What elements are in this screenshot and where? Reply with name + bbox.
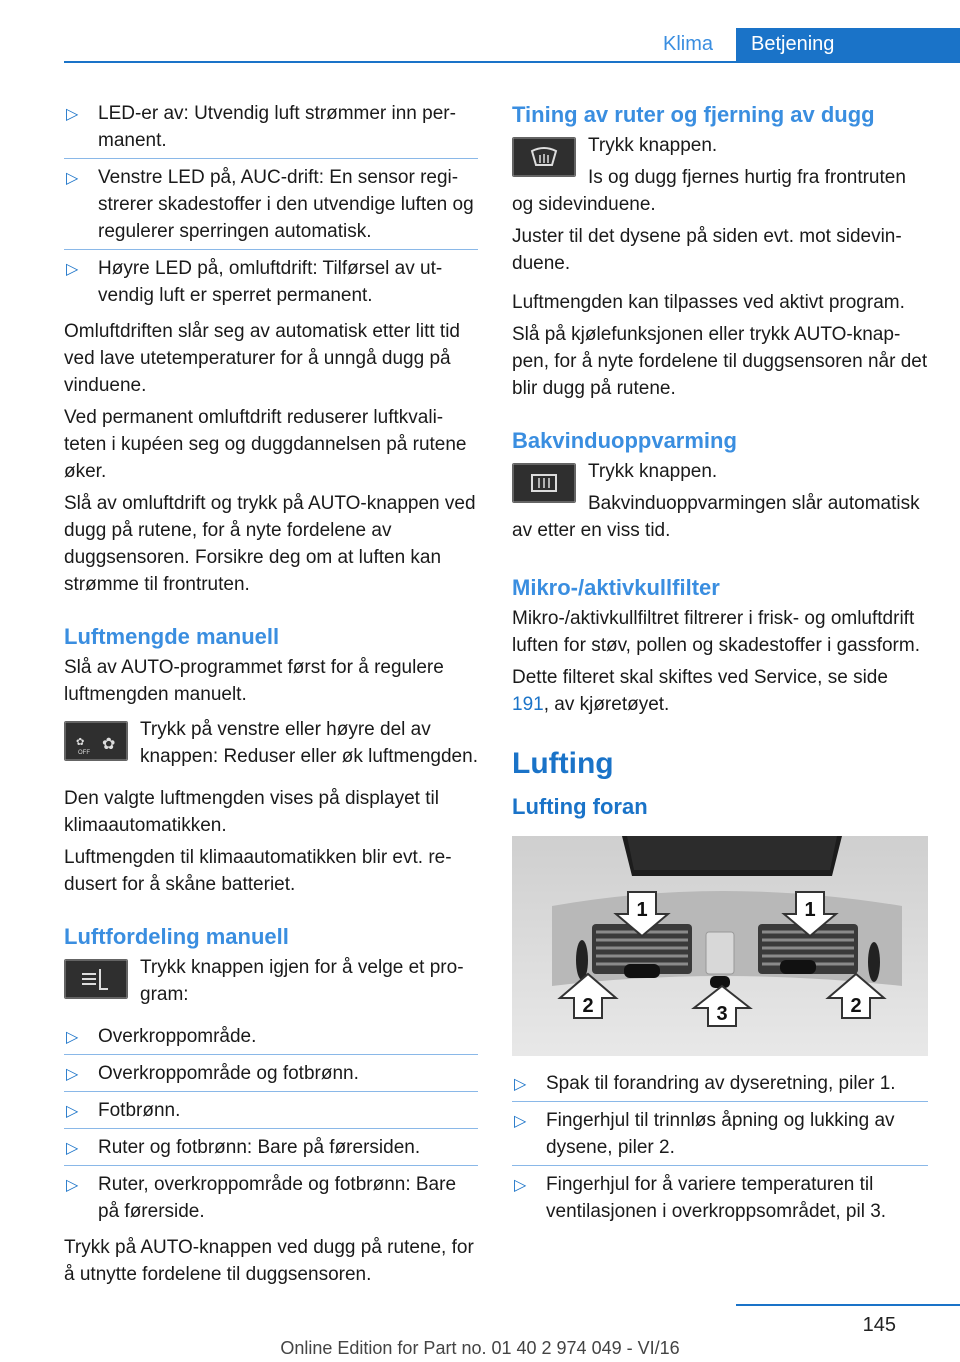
paragraph: Trykk knappen.: [588, 461, 718, 482]
list-item: ▷ Fingerhjul for å variere temperaturen til ventilasjonen i overkroppsområdet, pil 3.: [514, 1174, 887, 1222]
rear-heating-instruction: [512, 458, 928, 549]
photo-arrow-label: 2: [582, 995, 594, 1017]
paragraph: Mikro-/aktivkullfiltret filtrerer i frisk- og omluftdrift luften for støv, pollen og skadestoffer i gassform.: [512, 608, 920, 656]
photo-arrow-label: 2: [850, 995, 862, 1017]
heading-filter: Mikro-/aktivkullfilter: [512, 575, 720, 600]
defrost-instruction: [512, 132, 928, 223]
paragraph: Luftmengden til klimaautomatikken blir evt. redusert for å skåne batteriet.: [64, 847, 452, 895]
heading-bakvindu: Bakvinduoppvarming: [512, 428, 737, 453]
paragraph: Omluftdriften slår seg av automatisk etter litt tid ved lave utetemperaturer for å unngå dugg på vinduene.: [64, 321, 460, 396]
paragraph: Is og dugg fjernes hurtig fra frontruten og sidevinduene.: [512, 167, 906, 215]
svg-text:✿: ✿: [76, 737, 85, 748]
heading-lufting-foran: Lufting foran: [512, 794, 648, 819]
program-list: [64, 1023, 478, 1229]
svg-text:OFF: OFF: [78, 750, 90, 756]
triangle-bullet-icon: ▷: [66, 1177, 79, 1194]
vent-parts-list: [512, 1070, 928, 1229]
triangle-bullet-icon: ▷: [66, 261, 79, 278]
triangle-bullet-icon: ▷: [66, 1029, 79, 1046]
heading-luftmengde: Luftmengde manuell: [64, 624, 280, 649]
list-item: ▷ Spak til forandring av dyseretning, piler 1.: [512, 1070, 928, 1102]
triangle-bullet-icon: ▷: [66, 170, 79, 187]
header-tab-betjening[interactable]: Betjening: [736, 28, 960, 61]
dashboard-vents-photo: [512, 836, 928, 1056]
svg-text:✿: ✿: [102, 736, 116, 753]
header-tab-klima[interactable]: Klima: [662, 33, 713, 55]
defrost-button-icon: [512, 137, 576, 177]
triangle-bullet-icon: ▷: [66, 106, 79, 123]
fan-instruction: [64, 716, 478, 775]
led-status-list: [64, 100, 478, 313]
paragraph: Slå på kjølefunksjonen eller trykk AUTO-knappen, for å nyte fordelene til duggsensoren når det blir dugg på rutene.: [512, 324, 928, 399]
fan-button-icon: [64, 721, 128, 761]
triangle-bullet-icon: ▷: [66, 1140, 79, 1157]
paragraph: Slå av omluftdrift og trykk på AUTO-knappen ved dugg på rutene, for å nyte fordelene av duggsensoren. Forsikre deg om at luften kan strømme til frontruten.: [64, 493, 476, 595]
paragraph: Bakvinduoppvarmingen slår automatisk av etter en viss tid.: [512, 493, 920, 541]
paragraph: Trykk på venstre eller høyre del av knappen: Reduser eller øk luftmengden.: [140, 719, 478, 767]
list-item: ▷ LED-er av: Utvendig luft strømmer inn permanent.: [64, 100, 478, 159]
right-column: [512, 100, 928, 1234]
footer-rule: [736, 1304, 960, 1306]
paragraph: Trykk knappen igjen for å velge et program:: [140, 957, 464, 1005]
paragraph: Juster til det dysene på siden evt. mot sidevinduene.: [512, 226, 902, 274]
paragraph: Trykk knappen.: [588, 135, 718, 156]
rear-window-heating-icon: [512, 463, 576, 503]
list-item: ▷ Overkroppområde og fotbrønn.: [64, 1060, 478, 1092]
triangle-bullet-icon: ▷: [514, 1113, 527, 1130]
triangle-bullet-icon: ▷: [514, 1177, 527, 1194]
header-rule: [64, 61, 960, 63]
paragraph: Dette filteret skal skiftes ved Service, se side 191, av kjøretøyet.: [512, 667, 888, 715]
triangle-bullet-icon: ▷: [66, 1066, 79, 1083]
heading-luftfordeling: Luftfordeling manuell: [64, 924, 289, 949]
edition-footer: Online Edition for Part no. 01 40 2 974 049 - VI/16: [280, 1338, 680, 1358]
list-item: ▷ Fingerhjul til trinnløs åpning og lukking av dysene, piler 2.: [512, 1107, 928, 1166]
list-item: ▷ Venstre LED på, AUC-drift: En sensor registrerer skadestoffer i den utvendige luften og regulerer sperringen automatisk.: [64, 164, 478, 250]
triangle-bullet-icon: ▷: [514, 1076, 527, 1093]
page-reference-link[interactable]: 191: [512, 694, 544, 715]
list-item: ▷ Ruter, overkroppområde og fotbrønn: Bare på førerside.: [66, 1174, 457, 1222]
paragraph: Ved permanent omluftdrift reduserer luftkvaliteten i kupéen seg og duggdannelsen på rutene øker.: [64, 407, 467, 482]
paragraph: Luftmengden kan tilpasses ved aktivt program.: [512, 292, 905, 313]
page-number: 145: [862, 1314, 896, 1336]
paragraph: Den valgte luftmengden vises på displayet til klimaautomatikken.: [64, 788, 439, 836]
paragraph: Trykk på AUTO-knappen ved dugg på rutene, for å utnytte fordelene til duggsensoren.: [64, 1237, 474, 1285]
photo-arrow-label: 1: [804, 899, 816, 921]
list-item: ▷ Overkroppområde.: [64, 1023, 478, 1055]
paragraph: Slå av AUTO-programmet først for å regulere luftmengden manuelt.: [64, 657, 444, 705]
distribution-instruction: [64, 954, 478, 1013]
triangle-bullet-icon: ▷: [66, 1103, 79, 1120]
photo-arrow-label: 3: [716, 1003, 728, 1025]
air-distribution-button-icon: [64, 959, 128, 999]
list-item: ▷ Ruter og fotbrønn: Bare på førersiden.: [64, 1134, 478, 1166]
left-column: [64, 100, 478, 1293]
list-item: ▷ Fotbrønn.: [64, 1097, 478, 1129]
heading-lufting: Lufting: [512, 747, 614, 780]
list-item: ▷ Høyre LED på, omluftdrift: Tilførsel av utvendig luft er sperret permanent.: [66, 258, 443, 306]
heading-tining: Tining av ruter og fjerning av dugg: [512, 102, 875, 127]
photo-arrow-label: 1: [636, 899, 648, 921]
